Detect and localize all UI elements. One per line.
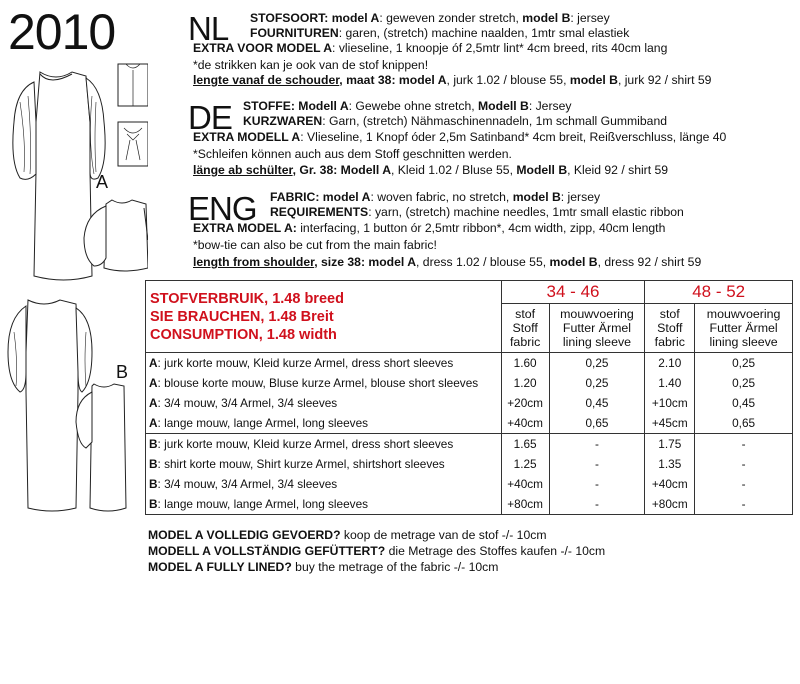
note-en: MODEL A FULLY LINED? buy the metrage of the fabric -/- 10cm bbox=[148, 560, 499, 574]
eng-extra-line: EXTRA MODEL A: interfacing, 1 button ór 2,5mtr ribbon*, 4cm width, zipp, 40cm length bbox=[193, 221, 666, 235]
de-fabric-line: STOFFE: Modell A: Gewebe ohne stretch, Modell B: Jersey bbox=[243, 99, 572, 113]
consumption-title-en: CONSUMPTION, 1.48 width bbox=[150, 326, 337, 343]
table-row: B: lange mouw, lange Armel, long sleeves +80cm - +80cm - bbox=[146, 494, 793, 515]
nl-fabric-line: STOFSOORT: model A: geweven zonder stretch, model B: jersey bbox=[250, 11, 610, 25]
de-extra-line: EXTRA MODELL A: Vlieseline, 1 Knopf óder 2,5m Satinband* 4cm breit, Reißverschluss, länge 40 bbox=[193, 130, 727, 144]
table-row: A: blouse korte mouw, Bluse kurze Armel, blouse short sleeves 1.20 0,25 1.40 0,25 bbox=[146, 373, 793, 393]
nl-length-line: lengte vanaf de schouder, maat 38: model A, jurk 1.02 / blouse 55, model B, jurk 92 / shirt 59 bbox=[193, 73, 712, 87]
col-lining-2: mouwvoering Futter Ärmel lining sleeve bbox=[695, 304, 793, 353]
model-a-back-bow-drawing bbox=[118, 122, 148, 166]
model-b-back-drawing bbox=[76, 384, 126, 511]
size-group-2: 48 - 52 bbox=[645, 281, 793, 304]
col-lining-1: mouwvoering Futter Ärmel lining sleeve bbox=[549, 304, 645, 353]
model-a-blouse-drawing bbox=[84, 200, 148, 271]
note-de: MODELL A VOLLSTÄNDIG GEFÜTTERT? die Metrage des Stoffes kaufen -/- 10cm bbox=[148, 544, 606, 558]
lang-code-eng: ENG bbox=[188, 190, 257, 227]
eng-note-line: *bow-tie can also be cut from the main fabric! bbox=[193, 238, 437, 252]
consumption-title-nl: STOFVERBRUIK, 1.48 breed bbox=[150, 290, 344, 307]
size-group-1: 34 - 46 bbox=[501, 281, 645, 304]
table-row: A: lange mouw, lange Armel, long sleeves +40cm 0,65 +45cm 0,65 bbox=[146, 413, 793, 434]
model-a-label: A bbox=[96, 172, 109, 192]
table-row: B: 3/4 mouw, 3/4 Armel, 3/4 sleeves +40cm - +40cm - bbox=[146, 474, 793, 494]
col-fabric-1: stof Stoff fabric bbox=[501, 304, 549, 353]
table-row: A: 3/4 mouw, 3/4 Armel, 3/4 sleeves +20cm 0,45 +10cm 0,45 bbox=[146, 393, 793, 413]
lang-code-de: DE bbox=[188, 99, 232, 136]
eng-fabric-line: FABRIC: model A: woven fabric, no stretch, model B: jersey bbox=[270, 190, 601, 204]
de-note-line: *Schleifen können auch aus dem Stoff geschnitten werden. bbox=[193, 147, 512, 161]
pattern-number: 2010 bbox=[8, 4, 116, 60]
lang-code-nl: NL bbox=[188, 10, 229, 47]
lining-notes bbox=[148, 527, 605, 575]
nl-requirements-line: FOURNITUREN: garen, (stretch) machine naalden, 1mtr smal elastiek bbox=[250, 26, 630, 40]
garment-illustrations bbox=[6, 62, 148, 522]
nl-extra-line: EXTRA VOOR MODEL A: vlieseline, 1 knoopje óf 2,5mtr lint* 4cm breed, rits 40cm lang bbox=[193, 41, 668, 55]
nl-note-line: *de strikken kan je ook van de stof knippen! bbox=[193, 58, 429, 72]
eng-length-line: length from shoulder, size 38: model A, dress 1.02 / blouse 55, model B, dress 92 / shirt 59 bbox=[193, 255, 702, 269]
col-fabric-2: stof Stoff fabric bbox=[645, 304, 695, 353]
model-b-label: B bbox=[116, 362, 129, 382]
model-a-back-top-drawing bbox=[118, 64, 148, 106]
de-requirements-line: KURZWAREN: Garn, (stretch) Nähmaschinennadeln, 1m schmall Gummiband bbox=[243, 114, 667, 128]
table-row: A: jurk korte mouw, Kleid kurze Armel, dress short sleeves 1.60 0,25 2.10 0,25 bbox=[146, 353, 793, 374]
eng-requirements-line: REQUIREMENTS: yarn, (stretch) machine needles, 1mtr small elastic ribbon bbox=[270, 205, 684, 219]
note-nl: MODEL A VOLLEDIG GEVOERD? koop de metrage van de stof -/- 10cm bbox=[148, 528, 547, 542]
de-length-line: länge ab schülter, Gr. 38: Modell A, Kleid 1.02 / Bluse 55, Modell B, Kleid 92 / shirt 59 bbox=[193, 163, 669, 177]
consumption-table bbox=[145, 280, 793, 515]
table-header-row bbox=[146, 281, 793, 304]
table-row: B: shirt korte mouw, Shirt kurze Armel, shirtshort sleeves 1.25 - 1.35 - bbox=[146, 454, 793, 474]
consumption-title-de: SIE BRAUCHEN, 1.48 Breit bbox=[150, 308, 334, 325]
table-row: B: jurk korte mouw, Kleid kurze Armel, dress short sleeves 1.65 - 1.75 - bbox=[146, 434, 793, 455]
